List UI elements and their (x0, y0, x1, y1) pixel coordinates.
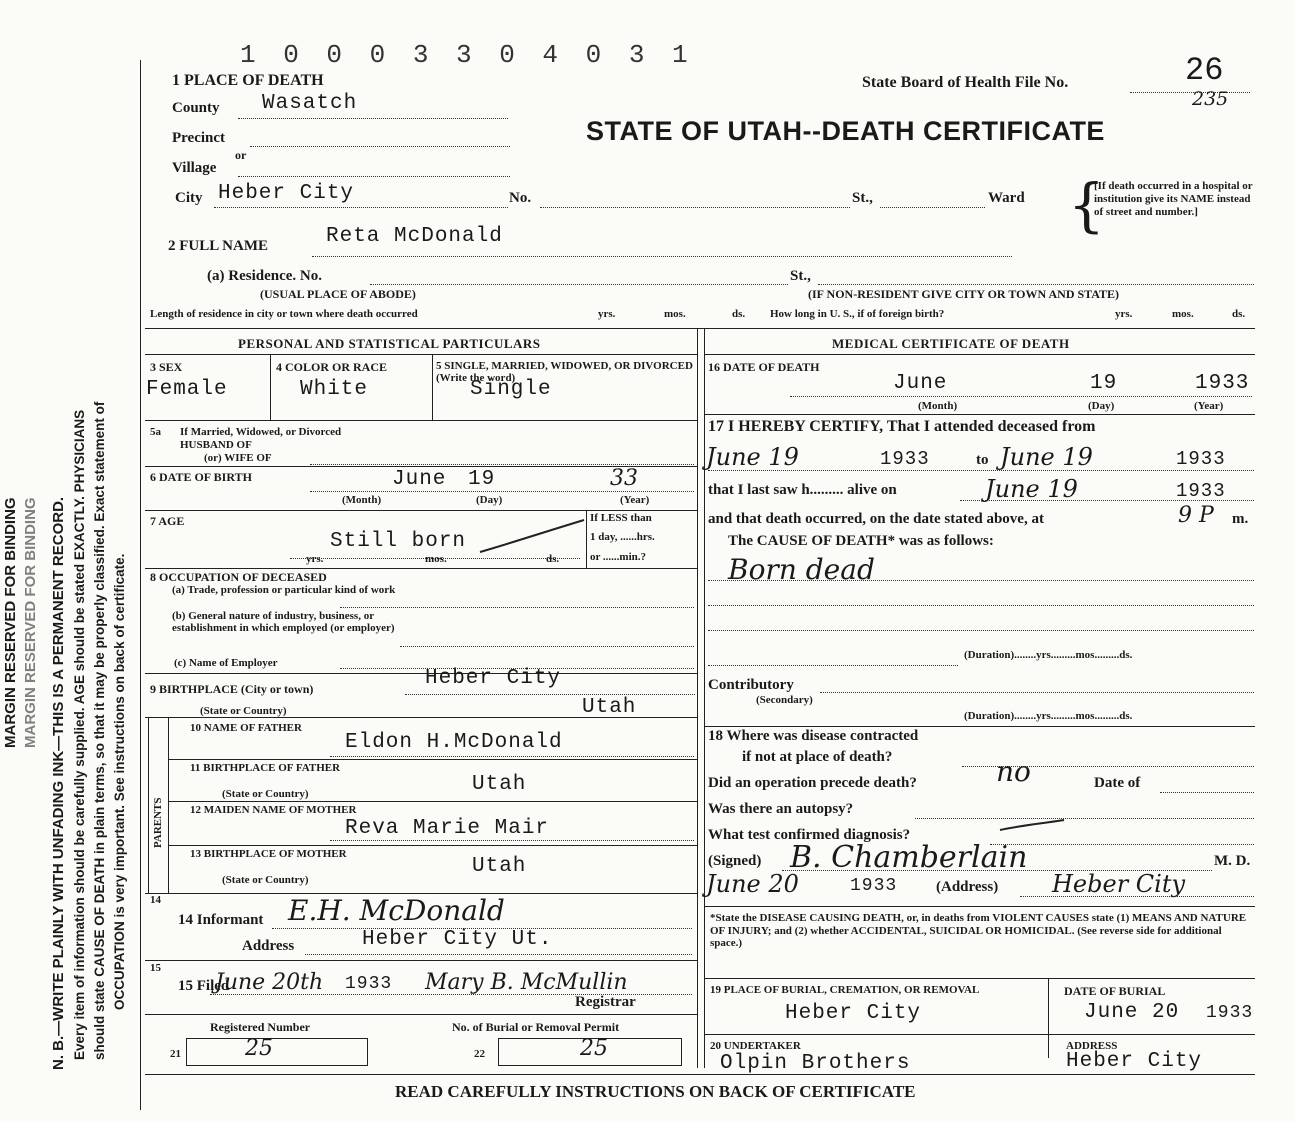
full-name-label: 2 FULL NAME (168, 238, 269, 254)
or-label: or (235, 148, 247, 162)
color-label: 4 COLOR OR RACE (276, 360, 388, 374)
file-no-label: State Board of Health File No. (862, 74, 1069, 91)
burial-permit-label: No. of Burial or Removal Permit (452, 1020, 620, 1034)
operation-label: Did an operation precede death? (708, 775, 917, 791)
burial-place-value: Heber City (785, 1002, 922, 1025)
contributory-label: Contributory (708, 677, 794, 693)
reg-number-value: 25 (245, 1036, 273, 1061)
instructions-occupation-text: OCCUPATION is very important. See instructions on back of certificate. (112, 553, 127, 1010)
precinct-label: Precinct (172, 130, 226, 146)
mother-birthplace-label: 13 BIRTHPLACE OF MOTHER (190, 848, 347, 860)
county-value: Wasatch (262, 92, 358, 115)
less-label-a: If LESS than (590, 512, 652, 524)
filed-date: June 20th (215, 970, 324, 995)
dod-day: 19 (1090, 372, 1118, 395)
attended-from: June 19 (706, 443, 799, 471)
burial-permit-value: 25 (580, 1036, 608, 1061)
signed-date: June 20 (706, 870, 799, 898)
dob-month-label: (Month) (342, 494, 382, 506)
informant-label: 14 Informant (178, 912, 264, 928)
spouse-label-a: If Married, Widowed, or Divorced (180, 426, 342, 438)
mother-value: Reva Marie Mair (345, 817, 550, 840)
secondary-label: (Secondary) (756, 694, 813, 706)
marital-value: Single (470, 378, 552, 401)
attended-to-year: 1933 (1176, 448, 1226, 470)
violent-causes-note: *State the DISEASE CAUSING DEATH, or, in deaths from VIOLENT CAUSES state (1) MEANS AND NATURE OF INJURY; and (2) whether ACCIDENTAL, SUICIDAL OR HOMICIDAL. (See reverse side for additional space.) (710, 912, 1247, 949)
foreign-mos: mos. (1172, 308, 1194, 320)
medical-heading: MEDICAL CERTIFICATE OF DEATH (832, 336, 1070, 351)
county-label: County (172, 100, 220, 116)
father-birthplace-label: 11 BIRTHPLACE OF FATHER (190, 762, 341, 774)
father-birthplace-value: Utah (472, 773, 527, 796)
city-value: Heber City (218, 182, 355, 205)
nonresident-label: (IF NON-RESIDENT GIVE CITY OR TOWN AND STATE) (808, 287, 1120, 301)
duration-label-secondary: (Duration)........yrs.........mos.........ds. (964, 710, 1133, 722)
residence-st-label: St., (790, 268, 811, 284)
dod-label: 16 DATE OF DEATH (708, 360, 820, 374)
st-label: St., (852, 190, 873, 206)
certify-label: 17 I HEREBY CERTIFY, That I attended deceased from (708, 418, 1096, 435)
test-label: What test confirmed diagnosis? (708, 827, 911, 843)
dod-year: 1933 (1195, 372, 1250, 395)
certificate-title: STATE OF UTAH--DEATH CERTIFICATE (586, 116, 1105, 146)
operation-date-label: Date of (1094, 775, 1141, 791)
birthplace-label: 9 BIRTHPLACE (City or town) (150, 682, 314, 696)
burial-year: 1933 (1206, 1003, 1254, 1023)
registrar-label: Registrar (575, 994, 636, 1010)
father-label: 10 NAME OF FATHER (190, 722, 302, 734)
disease-contracted-label-a: 18 Where was disease contracted (708, 728, 919, 744)
length-ds: ds. (732, 308, 746, 320)
less-label-c: or ......min.? (590, 551, 647, 563)
grid-top-rule (145, 328, 1255, 329)
spouse-label-c: (or) WIFE OF (204, 452, 272, 464)
grid-bottom-rule (145, 1074, 1255, 1075)
color-value: White (300, 378, 369, 401)
no-label: No. (509, 190, 532, 206)
death-occurred-label: and that death occurred, on the date stated above, at (708, 511, 1044, 527)
burial-date-value: June 20 (1084, 1001, 1180, 1024)
marital-label: 5 SINGLE, MARRIED, WIDOWED, OR DIVORCED (Write the word) (436, 360, 693, 384)
sex-label: 3 SEX (150, 360, 183, 374)
birthplace-state-label: (State or Country) (200, 705, 287, 717)
physician-address: Heber City (1052, 870, 1186, 898)
mother-birthplace-value: Utah (472, 855, 527, 878)
sex-value: Female (146, 378, 228, 401)
grid-center-rule (697, 328, 698, 1068)
instructions-cause-text: should state CAUSE OF DEATH in plain terms, so that it may be properly classified. Exact statement of (92, 401, 107, 1060)
dob-month: June (392, 468, 447, 491)
informant-value: E.H. McDonald (288, 894, 505, 927)
age-label: 7 AGE (150, 514, 185, 528)
disease-contracted-label-b: if not at place of death? (742, 749, 893, 765)
dob-year: 33 (610, 466, 638, 491)
margin-rule (140, 60, 141, 1110)
occupation-a-label: (a) Trade, profession or particular kind of work (172, 584, 396, 596)
grid-center-rule-2 (704, 328, 705, 1068)
serial-number: 1 0 0 0 3 3 0 4 0 3 1 (240, 40, 694, 70)
dob-day: 19 (468, 468, 496, 491)
personal-heading: PERSONAL AND STATISTICAL PARTICULARS (238, 336, 541, 351)
physician-signature: B. Chamberlain (790, 840, 1028, 875)
informant-address: Heber City Ut. (362, 928, 553, 951)
undertaker-value: Olpin Brothers (720, 1052, 911, 1075)
last-saw-value: June 19 (985, 475, 1078, 503)
filed-label: 15 Filed (178, 978, 230, 994)
birthplace-city: Heber City (425, 667, 562, 690)
place-of-death-label: 1 PLACE OF DEATH (172, 72, 324, 89)
test-dash-stroke (998, 818, 1068, 834)
foreign-birth-label: How long in U. S., if of foreign birth? (770, 308, 945, 320)
father-value: Eldon H.McDonald (345, 731, 563, 754)
brace-glyph: { (1068, 171, 1105, 239)
age-value: Still born (330, 530, 467, 553)
residence-label: (a) Residence. No. (207, 268, 322, 284)
burial-date-label: DATE OF BURIAL (1064, 984, 1166, 998)
nb-permanent-record-text: N. B.—WRITE PLAINLY WITH UNFADING INK—THIS IS A PERMANENT RECORD. (50, 496, 67, 1070)
usual-abode-label: (USUAL PLACE OF ABODE) (260, 287, 416, 301)
hospital-note: [If death occurred in a hospital or institution give its NAME instead of street and number.] (1094, 180, 1253, 218)
duration-label-primary: (Duration)........yrs.........mos.........ds. (964, 649, 1133, 661)
file-no-value: 26 (1185, 52, 1224, 89)
death-time: 9 P (1178, 503, 1214, 528)
dob-day-label: (Day) (476, 494, 503, 506)
signed-label: (Signed) (708, 853, 762, 869)
employer-label: (c) Name of Employer (174, 657, 278, 669)
age-dash-stroke (478, 516, 588, 556)
length-mos: mos. (664, 308, 686, 320)
dob-label: 6 DATE OF BIRTH (150, 470, 252, 484)
reg-number-box (186, 1038, 368, 1066)
parents-vertical-label: PARENTS (152, 797, 164, 848)
cause-label: The CAUSE OF DEATH* was as follows: (728, 533, 994, 549)
dob-year-label: (Year) (620, 494, 650, 506)
undertaker-address: Heber City (1066, 1050, 1203, 1073)
village-label: Village (172, 160, 217, 176)
file-no-sub: 235 (1192, 88, 1229, 110)
cause-value: Born dead (728, 553, 875, 586)
binding-margin-text: MARGIN RESERVED FOR BINDING (2, 497, 19, 748)
informant-address-label: Address (242, 938, 295, 954)
foreign-yrs: yrs. (1115, 308, 1133, 320)
operation-value: no (996, 755, 1031, 788)
undertaker-label: 20 UNDERTAKER (710, 1040, 801, 1052)
registrar-signature: Mary B. McMullin (425, 970, 628, 995)
footer-instructions: READ CAREFULLY INSTRUCTIONS ON BACK OF CERTIFICATE (395, 1082, 916, 1101)
spouse-label-b: HUSBAND OF (180, 439, 252, 451)
city-label: City (175, 190, 203, 206)
birthplace-state: Utah (582, 696, 637, 719)
burial-place-label: 19 PLACE OF BURIAL, CREMATION, OR REMOVAL (710, 984, 980, 996)
mother-label: 12 MAIDEN NAME OF MOTHER (190, 804, 357, 816)
filed-year: 1933 (345, 974, 393, 994)
length-yrs: yrs. (598, 308, 616, 320)
occupation-b-label: (b) General nature of industry, business, or establishment in which employed (or employer) (172, 610, 395, 634)
occupation-label: 8 OCCUPATION OF DECEASED (150, 570, 327, 584)
reg-number-label: Registered Number (210, 1020, 311, 1034)
autopsy-label: Was there an autopsy? (708, 801, 854, 817)
attended-to: June 19 (1000, 443, 1093, 471)
last-saw-year: 1933 (1176, 480, 1226, 502)
foreign-ds: ds. (1232, 308, 1246, 320)
instructions-every-item-text: Every item of information should be carefully supplied. AGE should be stated EXACTLY. PHYSICIANS (72, 409, 87, 1060)
binding-margin-text-ghost: MARGIN RESERVED FOR BINDING (22, 497, 39, 748)
dod-month: June (893, 372, 948, 395)
undertaker-address-label: ADDRESS (1066, 1040, 1118, 1052)
last-saw-label: that I last saw h......... alive on (708, 482, 897, 498)
signed-year: 1933 (850, 876, 898, 896)
attended-from-year: 1933 (880, 448, 930, 470)
ward-label: Ward (988, 190, 1025, 206)
less-label-b: 1 day, ......hrs. (590, 531, 655, 543)
full-name-value: Reta McDonald (326, 225, 503, 248)
length-residence-label: Length of residence in city or town where death occurred (150, 308, 418, 320)
